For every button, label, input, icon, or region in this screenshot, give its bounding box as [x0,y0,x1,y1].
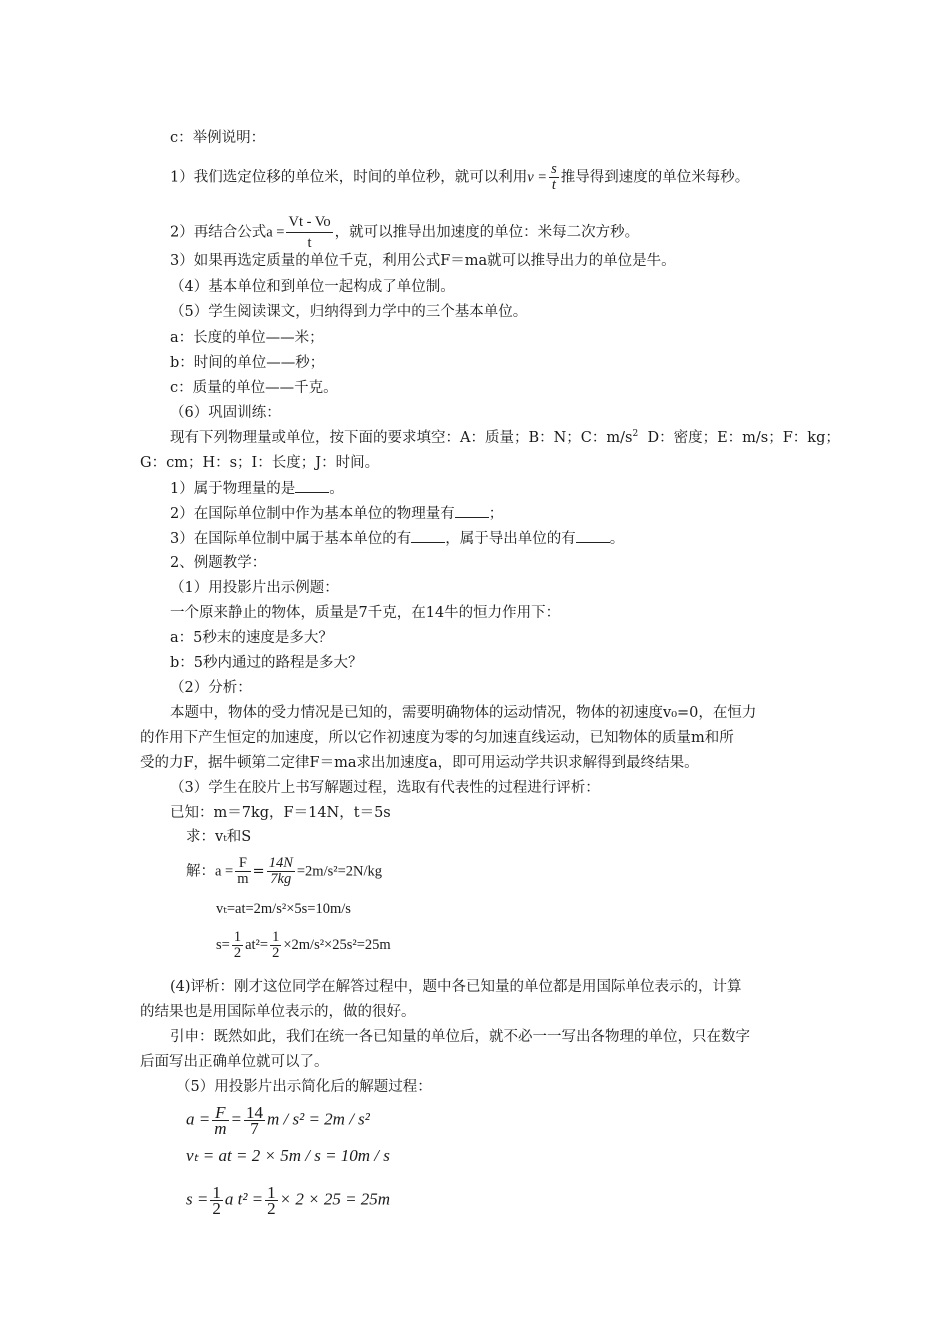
text-line: a：长度的单位——米； [170,330,324,346]
text-line: （6）巩固训练： [170,405,281,421]
text-line: 后面写出正确单位就可以了。 [140,1054,329,1070]
text-line: 本题中，物体的受力情况是已知的，需要明确物体的运动情况，物体的初速度v₀=0，在恒力 [170,705,757,721]
simplified-formula: s = $\frac{1}{2}$ a t² = $\frac{1}{2}$ × 2 × 25 = 25m [186,1183,391,1218]
fill-blank [411,528,445,543]
text-line: （3）学生在胶片上书写解题过程，选取有代表性的过程进行评析： [170,780,600,796]
fraction-F-over-m: $\frac{F}{m}$ [214,1103,227,1138]
text-line: 1）我们选定位移的单位米，时间的单位秒，就可以利用v = $\frac{s}{t}$ 推导得到速度的单位米每秒。 [170,161,750,193]
text-line: （5）用投影片出示简化后的解题过程： [176,1079,432,1095]
text-line: 3）在国际单位制中属于基本单位的有 ，属于导出单位的有 。 [170,528,624,549]
text-line: a：5秒末的速度是多大？ [170,630,333,646]
fraction-one-half: $\frac{1}{2}$ [267,1183,276,1218]
text-line: 2）再结合公式a = $\frac{Vt - Vo}{t}$ ，就可以推导出加速度的单位：米每二次方秒。 [170,214,640,251]
solution-line: 解：a = $\frac{F}{m}$ = $\frac{14N}{7kg}$ =2m/s²=2N/kg [186,855,383,887]
fraction-14N-over-7kg: $\frac{14N}{7kg}$ [268,855,293,887]
text-line: （5）学生阅读课文，归纳得到力学中的三个基本单位。 [170,304,528,320]
text-line: 3）如果再选定质量的单位千克，利用公式F＝ma就可以推导出力的单位是牛。 [170,253,676,269]
text-line: 一个原来静止的物体，质量是7千克，在14牛的恒力作用下： [170,605,561,621]
fraction-one-half: $\frac{1}{2}$ [233,929,242,961]
simplified-formula: a = $\frac{F}{m}$ = $\frac{14}{7}$ m / s² = 2m / s² [186,1103,370,1138]
text-line: 引申：既然如此，我们在统一各已知量的单位后，就不必一一写出各物理的单位，只在数字 [170,1029,750,1045]
text-line: 2）在国际单位制中作为基本单位的物理量有 ； [170,503,503,524]
solution-line: s= $\frac{1}{2}$ at²= $\frac{1}{2}$ ×2m/s²×25s²=25m [216,929,391,961]
text-line: 的作用下产生恒定的加速度，所以它作初速度为零的匀加速直线运动，已知物体的质量m和所 [140,730,734,746]
text-line: 1）属于物理量的是 。 [170,478,344,499]
text-line: 的结果也是用国际单位表示的，做的很好。 [140,1004,416,1020]
fill-blank [295,478,329,493]
fill-blank [576,528,610,543]
text-line: (4)评析：刚才这位同学在解答过程中，题中各已知量的单位都是用国际单位表示的，计算 [170,979,742,995]
fraction-acceleration: $\frac{Vt - Vo}{t}$ [288,214,331,251]
fraction-one-half: $\frac{1}{2}$ [272,929,280,961]
text-line: （4）基本单位和到单位一起构成了单位制。 [170,279,455,295]
text-line: 现有下列物理量或单位，按下面的要求填空：A：质量；B：N；C：$m/s^2$ D：密度；E：m/s；F：kg； [170,429,840,446]
solution-line: vₜ=at=2m/s²×5s=10m/s [216,901,351,917]
fraction-F-over-m: $\frac{F}{m}$ [237,855,249,887]
text-line: b：5秒内通过的路程是多大？ [170,655,363,671]
text-line: b：时间的单位——秒； [170,355,325,371]
text-line: 已知：m＝7kg，F＝14N，t＝5s [170,805,391,821]
text-line: c：质量的单位——千克。 [170,380,338,396]
fraction-s-over-t: $\frac{s}{t}$ [551,161,557,193]
text-line: G：cm；H：s；I：长度；J：时间。 [140,455,380,471]
text-line: 2、例题教学： [170,555,267,571]
text-line: 受的力F，据牛顿第二定律F＝ma求出加速度a，即可用运动学共识求解得到最终结果。 [140,755,699,771]
fill-blank [455,503,489,518]
simplified-formula: vₜ = at = 2 × 5m / s = 10m / s [186,1146,390,1165]
fraction-14-over-7: $\frac{14}{7}$ [246,1103,263,1138]
text-line: 求：vₜ和S [186,829,252,845]
text-line: （2）分析： [170,680,252,696]
fraction-one-half: $\frac{1}{2}$ [212,1183,221,1218]
text-line: c：举例说明： [170,130,266,146]
text-line: （1）用投影片出示例题： [170,580,339,596]
